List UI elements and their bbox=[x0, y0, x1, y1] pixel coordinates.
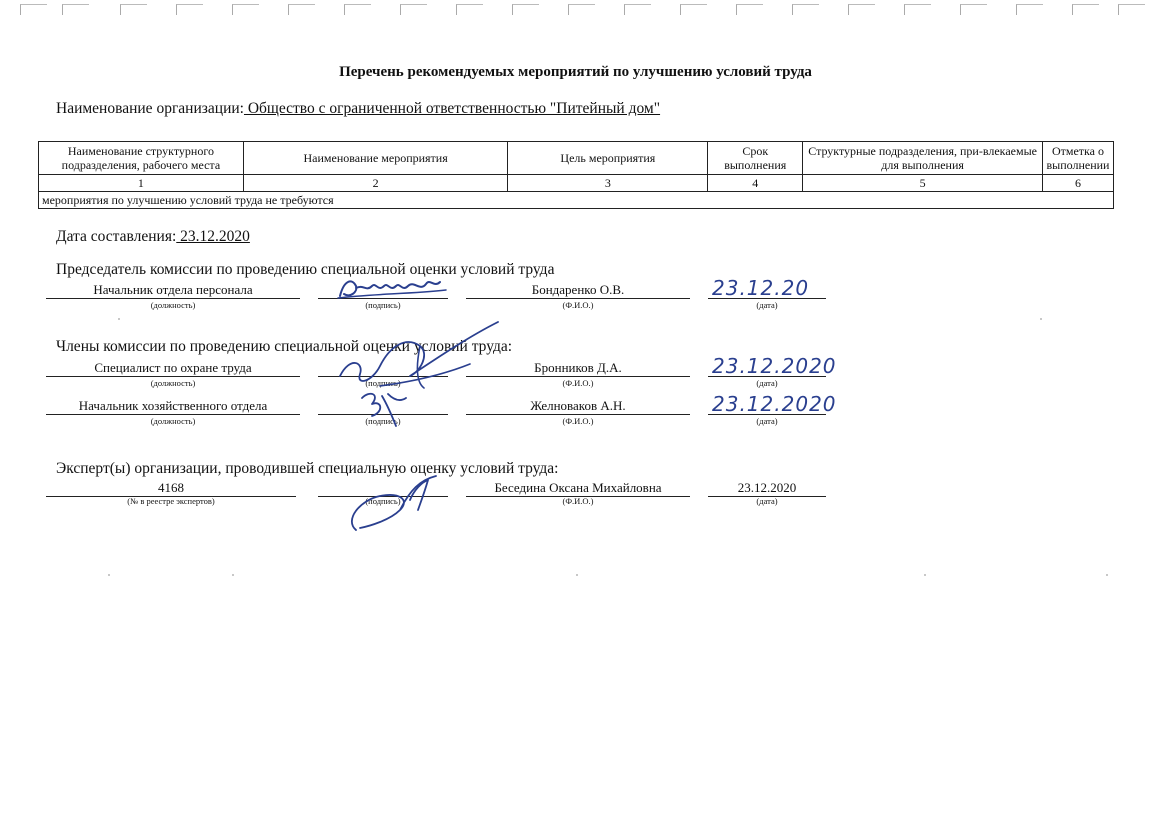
member-name: Желноваков А.Н. bbox=[466, 398, 690, 415]
caption-date: (дата) bbox=[756, 496, 778, 506]
header-cell: Срок выполнения bbox=[708, 142, 803, 175]
scan-perforation-marks bbox=[0, 4, 1151, 18]
column-number: 5 bbox=[803, 175, 1043, 192]
compiled-date-line bbox=[56, 228, 250, 246]
caption-signature: (подпись) bbox=[365, 378, 401, 388]
member-signature-icon bbox=[352, 386, 412, 430]
chairman-name: Бондаренко О.В. bbox=[466, 282, 690, 299]
member-handwritten-date: 23.12.2020 bbox=[712, 354, 837, 378]
member-position: Специалист по охране труда bbox=[46, 360, 300, 377]
caption-position: (должность) bbox=[150, 378, 196, 388]
caption-signature: (подпись) bbox=[365, 416, 401, 426]
caption-fio: (Ф.И.О.) bbox=[562, 300, 594, 310]
caption-fio: (Ф.И.О.) bbox=[562, 496, 594, 506]
member-signature-icon bbox=[320, 316, 510, 398]
header-cell: Наименование структурного подразделения, рабочего места bbox=[39, 142, 244, 175]
column-number: 4 bbox=[708, 175, 803, 192]
scan-speck bbox=[108, 574, 110, 576]
scan-speck bbox=[232, 574, 234, 576]
table-row bbox=[39, 175, 1114, 192]
document-title: Перечень рекомендуемых мероприятий по улучшению условий труда bbox=[339, 64, 812, 80]
column-number: 1 bbox=[39, 175, 244, 192]
caption-position: (должность) bbox=[150, 300, 196, 310]
caption-fio: (Ф.И.О.) bbox=[562, 378, 594, 388]
header-cell: Структурные подразделения, при-влекаемые для выполнения bbox=[803, 142, 1043, 175]
chairman-signature-icon bbox=[330, 272, 450, 306]
column-number: 3 bbox=[508, 175, 708, 192]
expert-registry-number: 4168 bbox=[46, 480, 296, 497]
expert-signature-icon bbox=[340, 470, 450, 538]
organization-line bbox=[56, 100, 660, 118]
expert-heading: Эксперт(ы) организации, проводившей специальную оценку условий труда: bbox=[56, 460, 559, 477]
column-number: 2 bbox=[243, 175, 508, 192]
column-number: 6 bbox=[1042, 175, 1113, 192]
header-cell: Отметка о выполнении bbox=[1042, 142, 1113, 175]
caption-date: (дата) bbox=[756, 378, 778, 388]
measures-table bbox=[38, 141, 1114, 209]
scan-speck bbox=[924, 574, 926, 576]
scan-speck bbox=[576, 574, 578, 576]
organization-label: Наименование организации: bbox=[56, 100, 244, 117]
member-position: Начальник хозяйственного отдела bbox=[46, 398, 300, 415]
caption-fio: (Ф.И.О.) bbox=[562, 416, 594, 426]
note-cell: мероприятия по улучшению условий труда не требуются bbox=[39, 192, 1114, 209]
expert-name: Беседина Оксана Михайловна bbox=[466, 480, 690, 497]
members-heading: Члены комиссии по проведению специальной оценки условий труда: bbox=[56, 338, 513, 355]
chairman-heading: Председатель комиссии по проведению специальной оценки условий труда bbox=[56, 261, 555, 278]
header-cell: Наименование мероприятия bbox=[243, 142, 508, 175]
caption-date: (дата) bbox=[756, 416, 778, 426]
chairman-handwritten-date: 23.12.20 bbox=[712, 276, 810, 300]
member-name: Бронников Д.А. bbox=[466, 360, 690, 377]
member-handwritten-date: 23.12.2020 bbox=[712, 392, 837, 416]
scan-speck bbox=[118, 318, 120, 320]
caption-registry: (№ в реестре экспертов) bbox=[127, 496, 215, 506]
scan-speck bbox=[1040, 318, 1042, 320]
organization-value: Общество с ограниченной ответственностью "Питейный дом" bbox=[243, 100, 661, 117]
scan-speck bbox=[1106, 574, 1108, 576]
compiled-value: 23.12.2020 bbox=[176, 228, 250, 245]
table-header-row bbox=[39, 142, 1114, 175]
table-row bbox=[39, 192, 1114, 209]
chairman-position: Начальник отдела персонала bbox=[46, 282, 300, 299]
caption-signature: (подпись) bbox=[365, 496, 401, 506]
compiled-label: Дата составления: bbox=[56, 228, 177, 245]
header-cell: Цель мероприятия bbox=[508, 142, 708, 175]
caption-signature: (подпись) bbox=[365, 300, 401, 310]
caption-position: (должность) bbox=[150, 416, 196, 426]
expert-date: 23.12.2020 bbox=[708, 480, 826, 497]
caption-date: (дата) bbox=[756, 300, 778, 310]
